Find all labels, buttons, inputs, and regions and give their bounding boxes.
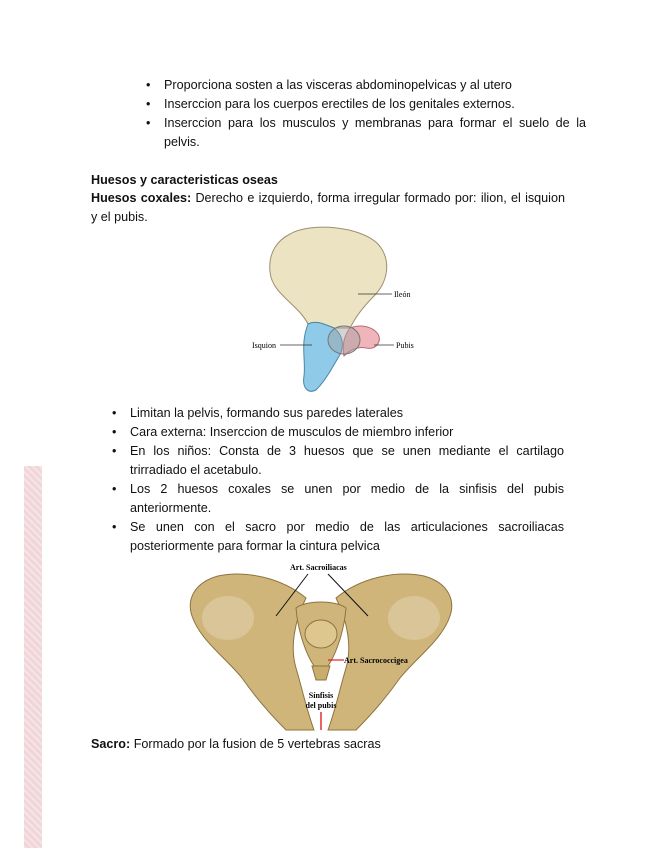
list-item: • Inserccion para los musculos y membranas para formar el suelo de la pelvis. (146, 116, 586, 149)
list-item: • En los niños: Consta de 3 huesos que se unen mediante el cartilago trirradiado el acetabulo. (112, 444, 564, 477)
ilium-region (270, 227, 387, 328)
bullet-list-coxales (112, 404, 564, 556)
list-item: • Se unen con el sacro por medio de las articulaciones sacroiliacas posteriormente para formar la cintura pelvica (112, 520, 564, 553)
sacro-term: Sacro: (91, 737, 131, 751)
section-heading: Huesos y caracteristicas oseas (91, 173, 278, 187)
list-item: • Cara externa: Inserccion de musculos de miembro inferior (112, 425, 454, 439)
sacro-text: Formado por la fusion de 5 vertebras sacras (130, 737, 381, 751)
hip-bone-figure (250, 224, 430, 396)
sacroiliacas-label: Art. Sacroiliacas (290, 563, 347, 572)
sinfisis-label-line1: Sínfisis (308, 691, 334, 700)
margin-decoration (24, 466, 42, 848)
list-item: • Los 2 huesos coxales se unen por medio de la sinfisis del pubis anteriormente. (112, 482, 564, 515)
coxales-term: Huesos coxales: (91, 191, 192, 205)
coxales-text: Derecho e izquierdo, forma irregular formado por: ilion, el isquion y el pubis. (91, 191, 565, 224)
list-item: • Inserccion para los cuerpos erectiles de los genitales externos. (146, 97, 515, 111)
list-item: • Proporciona sosten a las visceras abdominopelvicas y al utero (146, 78, 512, 92)
isquion-label: Isquion (252, 341, 276, 350)
coxales-paragraph (91, 189, 565, 227)
pelvis-figure (186, 558, 456, 736)
pubis-label: Pubis (396, 341, 414, 350)
ileon-label: Ileón (394, 290, 411, 299)
bullet-list-functions (146, 76, 586, 152)
sacro-paragraph (91, 735, 381, 754)
sinfisis-label-line2: del pubis (305, 701, 337, 710)
sacrococcigea-label: Art. Sacrococcigea (344, 656, 408, 665)
acetabulum (328, 326, 360, 354)
list-item: • Limitan la pelvis, formando sus paredes laterales (112, 406, 404, 420)
